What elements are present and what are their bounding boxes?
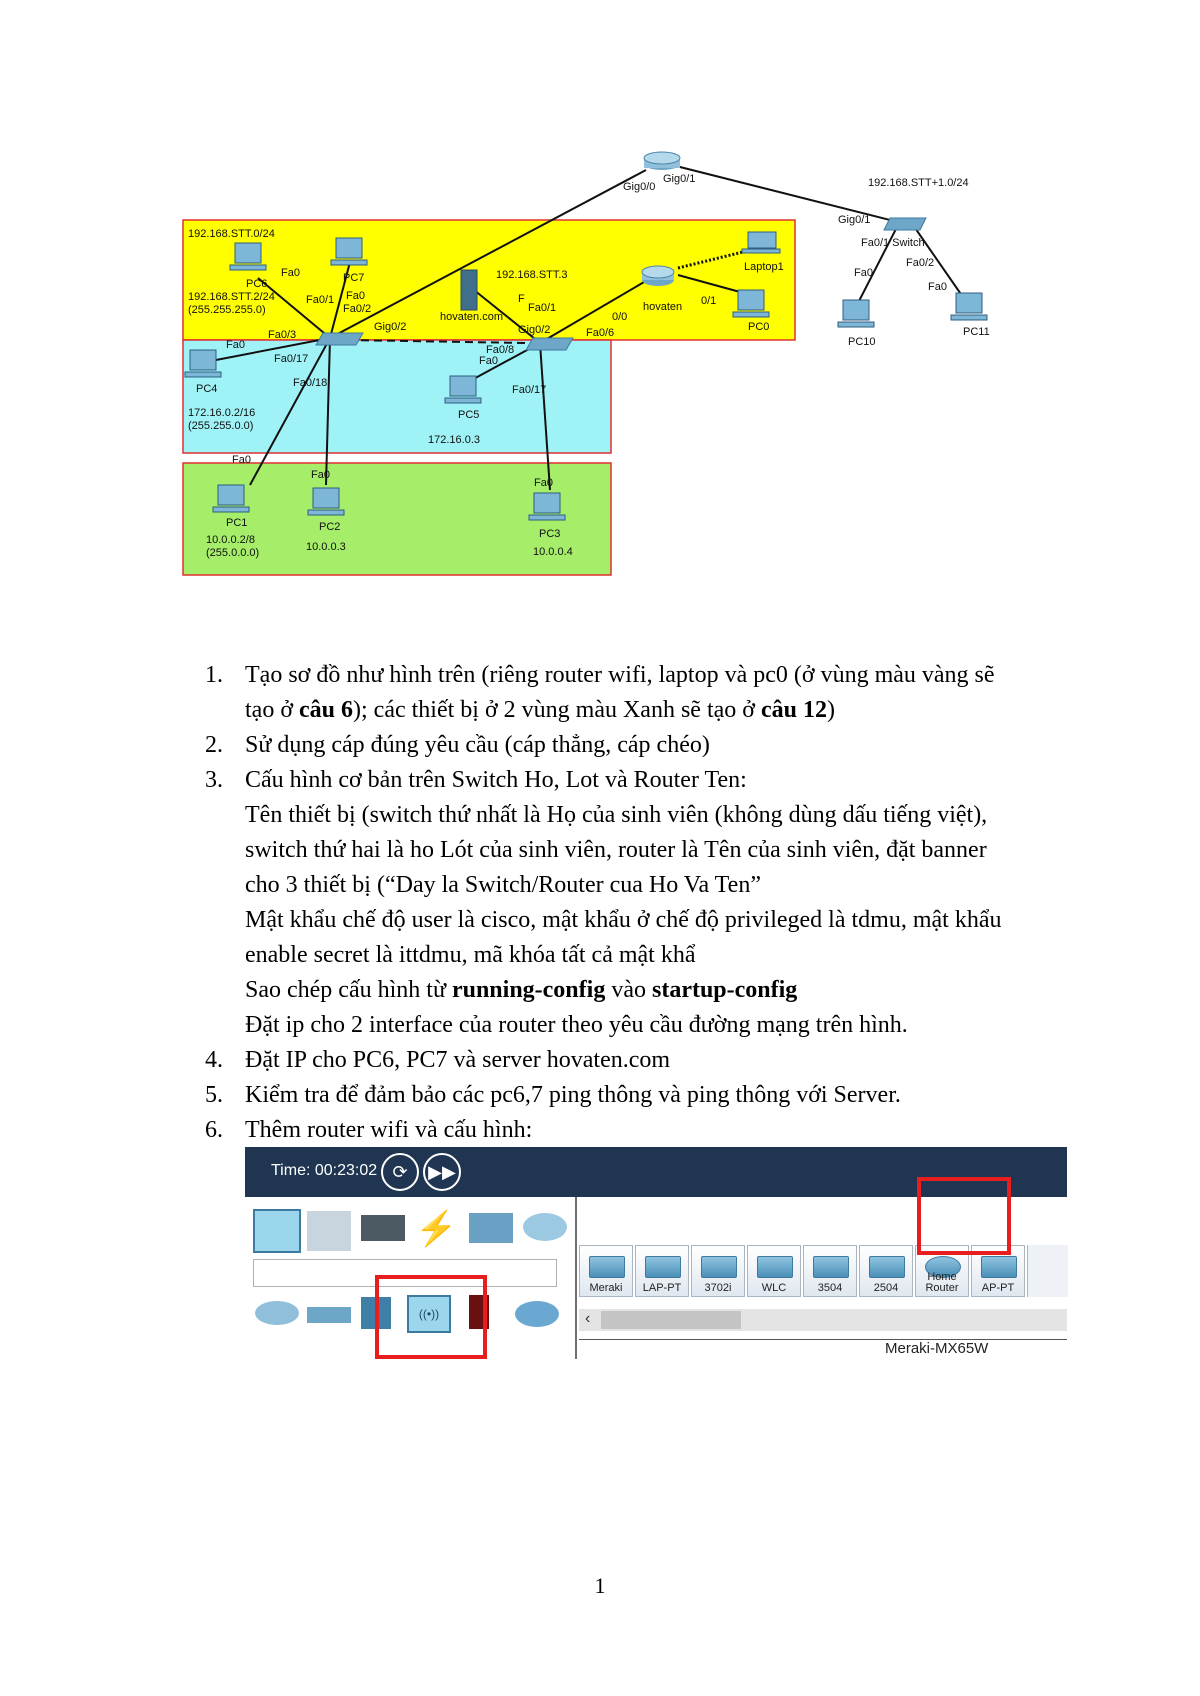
- device-icon: [981, 1256, 1017, 1278]
- device-meraki[interactable]: [579, 1245, 633, 1297]
- instruction-item: [205, 658, 1085, 728]
- lbl-pc0: PC0: [748, 321, 770, 333]
- item-text: Thêm router wifi và cấu hình:: [245, 1117, 533, 1143]
- lbl-ip-pc6: 192.168.STT.2/24: [188, 291, 275, 303]
- switches-icon[interactable]: [307, 1307, 351, 1323]
- lbl-laptop: Laptop1: [744, 261, 784, 273]
- lbl-server: hovaten.com: [440, 311, 503, 323]
- item-text: Kiểm tra để đảm bảo các pc6,7 ping thông và ping thông với Server.: [245, 1082, 901, 1108]
- device-icon: [589, 1256, 625, 1278]
- lbl-pc3: PC3: [539, 528, 561, 540]
- item-text: ); các thiết bị ở 2 vùng màu Xanh sẽ tạo ở: [353, 697, 761, 723]
- status-divider: [579, 1339, 1067, 1340]
- device-lap-pt[interactable]: [635, 1245, 689, 1297]
- wireless-devices-icon[interactable]: ((•)): [407, 1295, 451, 1333]
- lbl-ip-pc2: 10.0.0.3: [306, 541, 346, 553]
- item-number: 6.: [205, 1117, 223, 1143]
- item-text: Đặt IP cho PC6, PC7 và server hovaten.com: [245, 1047, 671, 1073]
- lbl-fa0-pc7: Fa0: [346, 290, 365, 302]
- network-devices-icon[interactable]: [253, 1209, 301, 1253]
- fast-forward-icon[interactable]: ▶▶: [423, 1153, 461, 1191]
- device-icon: [701, 1256, 737, 1278]
- reset-icon[interactable]: ⟳: [381, 1153, 419, 1191]
- lbl-fa06: Fa0/6: [586, 327, 615, 339]
- instruction-list: [205, 658, 1085, 1148]
- lbl-fa017: Fa0/17: [274, 353, 309, 365]
- device-3504[interactable]: [803, 1245, 857, 1297]
- item-text: tạo ở: [245, 697, 300, 723]
- lbl-pc11: PC11: [963, 326, 990, 338]
- instruction-item: [205, 763, 1085, 1043]
- lbl-01: 0/1: [701, 295, 717, 307]
- lbl-pc1: PC1: [226, 517, 248, 529]
- device-label: 3504: [817, 1282, 843, 1294]
- lbl-pc6: PC6: [246, 278, 268, 290]
- connections-icon[interactable]: ⚡: [415, 1211, 458, 1248]
- sub-text: Đặt ip cho 2 interface của router theo yêu cầu đường mạng trên hình.: [245, 1012, 908, 1038]
- lbl-fa0-a: Fa0: [854, 267, 873, 279]
- multiuser-icon[interactable]: [523, 1213, 567, 1241]
- lbl-gig02-sw2: Gig0/2: [518, 324, 551, 336]
- scrollbar-thumb[interactable]: [601, 1311, 741, 1329]
- lbl-gig02-sw1: Gig0/2: [374, 321, 407, 333]
- bold-ref: câu 6: [299, 697, 354, 723]
- panel-divider: [575, 1197, 577, 1359]
- switch-ho-icon: [316, 333, 363, 345]
- lbl-00: 0/0: [612, 311, 628, 323]
- server-icon: [461, 270, 477, 310]
- highlight-wireless-category: [375, 1275, 487, 1359]
- item-text: Tạo sơ đồ như hình trên (riêng router wifi, laptop và pc0 (ở vùng màu vàng sẽ: [245, 662, 995, 688]
- lbl-ip-pc5: 172.16.0.3: [428, 434, 480, 446]
- device-icon: [645, 1256, 681, 1278]
- bold-ref: startup-config: [651, 977, 798, 1003]
- lbl-ip-pc4: 172.16.0.2/16: [188, 407, 256, 419]
- item-text: Sử dụng cáp đúng yêu cầu (cáp thẳng, cáp chéo): [245, 732, 710, 758]
- routers-icon[interactable]: [255, 1301, 299, 1325]
- lbl-pc4: PC4: [196, 383, 218, 395]
- device-2504[interactable]: [859, 1245, 913, 1297]
- components-icon[interactable]: [361, 1215, 405, 1241]
- device-3702i[interactable]: [691, 1245, 745, 1297]
- item-text: Cấu hình cơ bản trên Switch Ho, Lot và Router Ten:: [245, 767, 747, 793]
- lbl-pc10: PC10: [848, 336, 876, 348]
- item-number: 3.: [205, 767, 223, 793]
- lbl-fa01-switch: Fa0/1 Switch: [861, 237, 925, 249]
- device-icon: [757, 1256, 793, 1278]
- device-overflow: [1027, 1245, 1068, 1297]
- lbl-fa0-b: Fa0: [928, 281, 947, 293]
- item-number: 5.: [205, 1082, 223, 1108]
- device-icon: [869, 1256, 905, 1278]
- lbl-ip-pc3: 10.0.0.4: [533, 546, 573, 558]
- item-number: 2.: [205, 732, 223, 758]
- lbl-fa0-pc2: Fa0: [311, 469, 330, 481]
- lbl-mask-pc1: (255.0.0.0): [206, 547, 260, 559]
- lbl-fa03: Fa0/3: [268, 329, 297, 341]
- lbl-fa017-sw2: Fa0/17: [512, 384, 547, 396]
- lbl-fa02-sw1: Fa0/2: [343, 303, 372, 315]
- lbl-fa01-sw2: Fa0/1: [528, 302, 557, 314]
- device-scrollbar[interactable]: [579, 1309, 1067, 1331]
- instruction-item: [205, 1043, 1085, 1078]
- device-label: 3702i: [704, 1282, 732, 1294]
- device-label: Home Router: [925, 1271, 959, 1294]
- router-ten-icon: [644, 152, 680, 170]
- end-devices-icon[interactable]: [307, 1211, 351, 1251]
- sub-text: enable secret là ittdmu, mã khóa tất cả mật khẩ: [245, 942, 696, 968]
- sub-text: Sao chép cấu hình từ: [245, 977, 452, 1003]
- instruction-item: [205, 728, 1085, 763]
- wan-emulation-icon[interactable]: [515, 1301, 559, 1327]
- switch-lot-icon: [526, 338, 573, 350]
- lbl-ip-pc1: 10.0.0.2/8: [206, 534, 255, 546]
- lbl-server-ip: 192.168.STT.3: [496, 269, 568, 281]
- lbl-net-right: 192.168.STT+1.0/24: [868, 177, 969, 189]
- highlight-home-router: [917, 1177, 1011, 1255]
- lbl-f: F: [518, 293, 525, 305]
- topology-svg: [178, 150, 1078, 630]
- lbl-net-yellow: 192.168.STT.0/24: [188, 228, 275, 240]
- device-label: WLC: [761, 1282, 787, 1294]
- lbl-hovaten: hovaten: [643, 301, 683, 313]
- lbl-mask-pc6: (255.255.255.0): [188, 304, 266, 316]
- selected-model-label: Meraki-MX65W: [885, 1340, 989, 1357]
- sub-text: Tên thiết bị (switch thứ nhất là Họ của sinh viên (không dùng dấu tiếng việt),: [245, 802, 988, 828]
- lbl-fa0-pc3: Fa0: [534, 477, 553, 489]
- item-number: 4.: [205, 1047, 223, 1073]
- network-topology-diagram: [178, 150, 1078, 630]
- page-number: 1: [594, 1573, 606, 1598]
- device-label: AP-PT: [981, 1282, 1015, 1294]
- sub-text: switch thứ hai là ho Lót của sinh viên, router là Tên của sinh viên, đặt banner: [245, 837, 987, 863]
- packet-tracer-screenshot: [245, 1147, 1067, 1359]
- sub-text: cho 3 thiết bị (“Day la Switch/Router cua Ho Va Ten”: [245, 872, 761, 898]
- device-label: 2504: [873, 1282, 899, 1294]
- item-number: 1.: [205, 662, 223, 688]
- item-text: ): [826, 697, 835, 723]
- scroll-left-icon[interactable]: ‹: [585, 1310, 591, 1327]
- instruction-item: [205, 1113, 1085, 1148]
- bold-ref: câu 12: [760, 697, 827, 723]
- lbl-pc7: PC7: [343, 272, 365, 284]
- lbl-gig00: Gig0/0: [623, 181, 656, 193]
- lbl-fa0-pc4: Fa0: [226, 339, 245, 351]
- device-wlc[interactable]: [747, 1245, 801, 1297]
- lbl-fa0-pc5: Fa0: [479, 355, 498, 367]
- lbl-fa02: Fa0/2: [906, 257, 935, 269]
- lbl-pc2: PC2: [319, 521, 341, 533]
- device-label: Meraki: [589, 1282, 623, 1294]
- device-icon: [813, 1256, 849, 1278]
- lbl-gig01-right: Gig0/1: [838, 214, 871, 226]
- time-display: Time: 00:23:02: [271, 1162, 378, 1179]
- sub-text: vào: [605, 977, 652, 1003]
- lbl-fa08: Fa0/8: [486, 344, 515, 356]
- lbl-gig01: Gig0/1: [663, 173, 696, 185]
- misc-icon[interactable]: [469, 1213, 513, 1243]
- bold-ref: running-config: [451, 977, 606, 1003]
- lbl-pc5: PC5: [458, 409, 480, 421]
- instruction-item: [205, 1078, 1085, 1113]
- lbl-fa0-pc6: Fa0: [281, 267, 300, 279]
- lbl-fa01-sw1: Fa0/1: [306, 294, 335, 306]
- switch-right-icon: [884, 218, 926, 230]
- wifi-router-icon: [642, 266, 674, 286]
- lbl-fa018: Fa0/18: [293, 377, 328, 389]
- device-label: LAP-PT: [642, 1282, 682, 1294]
- lbl-fa0-pc1: Fa0: [232, 454, 251, 466]
- sub-text: Mật khẩu chế độ user là cisco, mật khẩu ở chế độ privileged là tdmu, mật khẩu: [245, 907, 1002, 933]
- lbl-mask-pc4: (255.255.0.0): [188, 420, 254, 432]
